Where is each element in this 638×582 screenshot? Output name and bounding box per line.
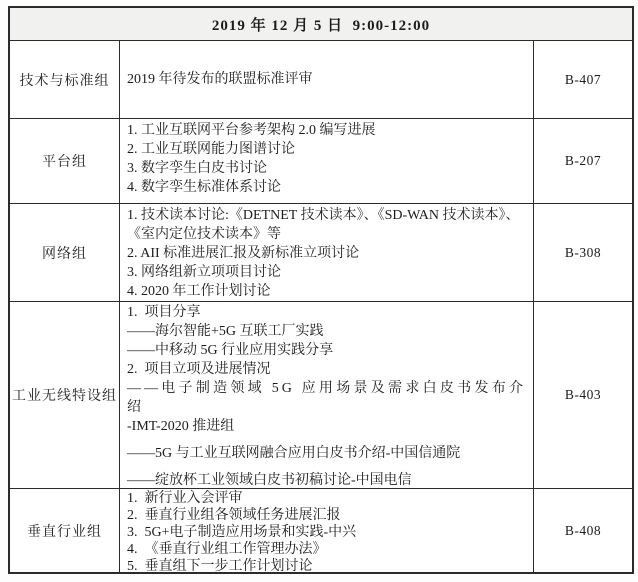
agenda-line: ——中移动 5G 行业应用实践分享	[127, 343, 334, 358]
agenda-line: ——5G 与工业互联网融合应用白皮书介绍-中国信通院	[127, 446, 461, 461]
group-cell: 技术与标准组	[10, 41, 120, 118]
agenda-line-blank	[127, 436, 526, 444]
group-cell: 工业无线特设组	[10, 302, 120, 488]
room-cell: B-403	[564, 387, 602, 402]
room-cell: B-408	[564, 522, 602, 538]
agenda-cell	[120, 302, 534, 488]
table-row	[10, 204, 632, 302]
schedule-table	[8, 6, 634, 574]
agenda-line-blank	[127, 463, 526, 471]
agenda-line: 5. 垂直组下一步工作计划讨论	[127, 559, 313, 572]
agenda-line: 1. 工业互联网平台参考架构 2.0 编写进展	[127, 123, 376, 138]
agenda-line: 2019 年待发布的联盟标准评审	[127, 72, 313, 87]
group-cell: 垂直行业组	[10, 489, 120, 572]
agenda-cell	[120, 41, 534, 118]
group-cell: 网络组	[10, 204, 120, 301]
table-title: 2019 年 12 月 5 日 9:00-12:00	[10, 8, 632, 41]
group-cell: 平台组	[10, 119, 120, 203]
table-row	[10, 119, 632, 204]
agenda-cell	[120, 489, 534, 572]
agenda-line: 3. 网络组新立项项目讨论	[127, 265, 281, 280]
room-cell: B-407	[564, 71, 602, 87]
agenda-line: 4. 《垂直行业组工作管理办法》	[127, 542, 327, 557]
agenda-line: 3. 数字孪生白皮书讨论	[127, 161, 267, 176]
agenda-line: 2. 工业互联网能力图谱讨论	[127, 142, 295, 157]
room-cell: B-308	[564, 244, 602, 260]
agenda-line: ——电子制造领域 5G 应用场景及需求白皮书发布介绍	[127, 381, 526, 415]
table-row	[10, 489, 632, 572]
agenda-cell	[120, 204, 534, 301]
room-cell: B-207	[564, 153, 602, 168]
agenda-line: 1. 项目分享	[127, 305, 201, 320]
agenda-line: -IMT-2020 推进组	[127, 419, 235, 434]
agenda-line: 2. AII 标准进展汇报及新标准立项讨论	[127, 246, 360, 261]
agenda-line: 4. 2020 年工作计划讨论	[127, 284, 271, 299]
agenda-line: ——海尔智能+5G 互联工厂实践	[127, 324, 324, 339]
agenda-cell	[120, 119, 534, 203]
table-row	[10, 302, 632, 489]
agenda-line: 2. 垂直行业组各领域任务进展汇报	[127, 508, 341, 523]
agenda-line: 1. 技术读本讨论:《DETNET 技术读本》、《SD-WAN 技术读本》、《室内定位技术读本》等	[127, 208, 520, 242]
agenda-line: ——绽放杯工业领域白皮书初稿讨论-中国电信	[127, 473, 412, 488]
agenda-line: 3. 5G+电子制造应用场景和实践-中兴	[127, 525, 357, 540]
agenda-line: 2. 项目立项及进展情况	[127, 362, 271, 377]
agenda-line: 1. 新行业入会评审	[127, 491, 243, 506]
table-row	[10, 41, 632, 119]
agenda-line: 4. 数字孪生标准体系讨论	[127, 180, 281, 195]
